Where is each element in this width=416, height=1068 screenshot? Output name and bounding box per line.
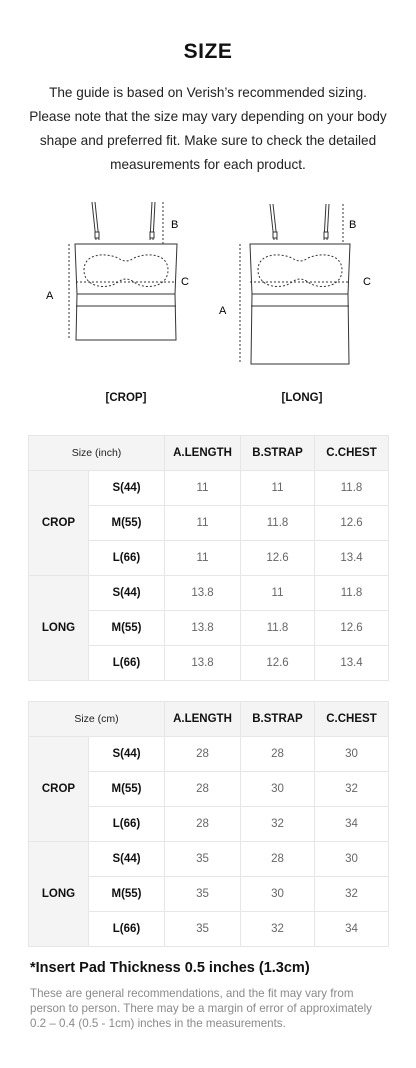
value-cell: 13.8 <box>165 646 241 681</box>
value-cell: 12.6 <box>315 506 389 541</box>
value-cell: 32 <box>241 807 315 842</box>
crop-marker-c: C <box>181 276 189 288</box>
size-label: L(66) <box>89 541 165 576</box>
value-cell: 35 <box>165 842 241 877</box>
long-label: [LONG] <box>281 392 323 404</box>
long-marker-c: C <box>363 276 371 288</box>
value-cell: 28 <box>165 737 241 772</box>
group-label: CROP <box>29 471 89 576</box>
value-cell: 11 <box>165 471 241 506</box>
table-row <box>29 842 389 877</box>
value-cell: 32 <box>315 772 389 807</box>
pad-thickness-note: *Insert Pad Thickness 0.5 inches (1.3cm) <box>30 960 310 976</box>
size-label: S(44) <box>89 842 165 877</box>
value-cell: 13.4 <box>315 541 389 576</box>
group-label: LONG <box>29 576 89 681</box>
table-header-row <box>29 702 389 737</box>
size-label: S(44) <box>89 737 165 772</box>
value-cell: 34 <box>315 807 389 842</box>
crop-marker-b: B <box>171 219 179 231</box>
value-cell: 32 <box>241 912 315 947</box>
long-garment-illustration <box>208 196 388 366</box>
value-cell: 11 <box>165 541 241 576</box>
value-cell: 28 <box>241 737 315 772</box>
value-cell: 12.6 <box>241 646 315 681</box>
value-cell: 28 <box>165 772 241 807</box>
value-cell: 28 <box>241 842 315 877</box>
value-cell: 11 <box>165 506 241 541</box>
value-cell: 30 <box>315 842 389 877</box>
value-cell: 11.8 <box>315 576 389 611</box>
crop-garment-illustration <box>36 196 216 366</box>
size-table-cm <box>28 701 389 947</box>
table-header-row <box>29 436 389 471</box>
column-header: C.CHEST <box>315 702 389 737</box>
group-label: LONG <box>29 842 89 947</box>
value-cell: 30 <box>315 737 389 772</box>
column-header: B.STRAP <box>241 702 315 737</box>
unit-header: Size (inch) <box>29 436 165 471</box>
page-title: SIZE <box>183 40 233 63</box>
value-cell: 13.8 <box>165 611 241 646</box>
size-label: M(55) <box>89 506 165 541</box>
table-row <box>29 576 389 611</box>
size-label: S(44) <box>89 471 165 506</box>
value-cell: 11.8 <box>241 506 315 541</box>
value-cell: 30 <box>241 772 315 807</box>
table-row <box>29 737 389 772</box>
size-label: M(55) <box>89 772 165 807</box>
value-cell: 11 <box>241 471 315 506</box>
column-header: A.LENGTH <box>165 702 241 737</box>
group-label: CROP <box>29 737 89 842</box>
long-diagram <box>208 196 388 366</box>
size-label: M(55) <box>89 877 165 912</box>
value-cell: 35 <box>165 912 241 947</box>
crop-label: [CROP] <box>105 392 147 404</box>
size-label: S(44) <box>89 576 165 611</box>
value-cell: 11.8 <box>315 471 389 506</box>
value-cell: 30 <box>241 877 315 912</box>
crop-marker-a: A <box>46 290 54 302</box>
crop-diagram <box>36 196 216 366</box>
table-row <box>29 471 389 506</box>
size-table-inch <box>28 435 389 681</box>
value-cell: 13.8 <box>165 576 241 611</box>
value-cell: 11 <box>241 576 315 611</box>
disclaimer-text: These are general recommendations, and the fit may vary from person to person. There may be a margin of error of approximately 0.2 – 0.4 (0.5 - 1cm) inches in the measurements. <box>30 987 372 1030</box>
value-cell: 13.4 <box>315 646 389 681</box>
column-header: B.STRAP <box>241 436 315 471</box>
value-cell: 32 <box>315 877 389 912</box>
value-cell: 11.8 <box>241 611 315 646</box>
size-label: L(66) <box>89 646 165 681</box>
long-marker-a: A <box>219 305 227 317</box>
intro-text: The guide is based on Verish’s recommended sizing. Please note that the size may vary depending on your body shape and preferred fit. Make sure to check the detailed measurements for each product. <box>29 85 387 172</box>
value-cell: 12.6 <box>241 541 315 576</box>
column-header: C.CHEST <box>315 436 389 471</box>
size-label: L(66) <box>89 807 165 842</box>
column-header: A.LENGTH <box>165 436 241 471</box>
size-label: M(55) <box>89 611 165 646</box>
value-cell: 35 <box>165 877 241 912</box>
value-cell: 28 <box>165 807 241 842</box>
long-marker-b: B <box>349 219 357 231</box>
size-label: L(66) <box>89 912 165 947</box>
unit-header: Size (cm) <box>29 702 165 737</box>
value-cell: 12.6 <box>315 611 389 646</box>
value-cell: 34 <box>315 912 389 947</box>
